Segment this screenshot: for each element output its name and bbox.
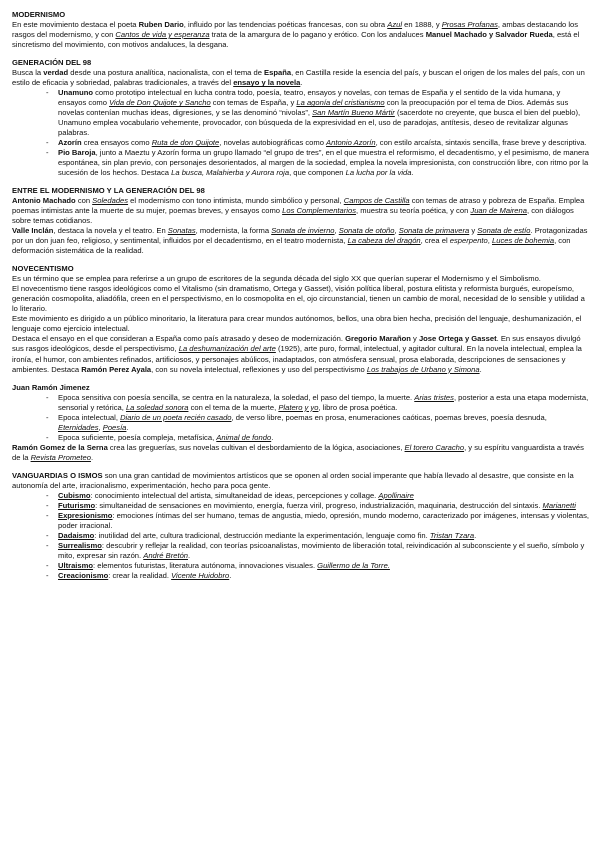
paragraph (12, 196, 590, 226)
text-run: con temas de España, y (210, 98, 297, 108)
text-run: el modernismo con tono intimista, mundo simbólico y personal, (128, 196, 344, 206)
text-run: con (75, 196, 93, 206)
text-run: , (487, 236, 492, 246)
text-run: : elementos futuristas, literatura autónoma, innovaciones visuales. (93, 560, 318, 570)
text-run-i: La lucha por la vida (345, 168, 412, 178)
text-run: . (126, 422, 129, 432)
text-run-u: La agonía del cristianismo (296, 98, 385, 108)
text-run-ub: Dadaismo (58, 530, 95, 540)
text-run: . (271, 432, 274, 442)
section-novecentismo (12, 264, 590, 374)
text-run-i: esperpento (449, 236, 488, 246)
text-run-ub: Expresionismo (58, 510, 113, 520)
text-run-b: España (264, 68, 292, 78)
text-run-ub: Futurismo (58, 500, 96, 510)
text-run: , libro de prosa poética. (318, 402, 398, 412)
text-run: , ambas destacando los rasgos del modernismo, y con (12, 20, 579, 40)
text-run: como prototipo intelectual en lucha contra todo, poesía, teatro, ensayos y novelas, con temas de España y el sentido de la vida humana, y ensayos como (58, 88, 561, 108)
text-run: Este movimiento es dirigido a un público minoritario, la literatura para crear mundos autónomos, bellos, una obra bien hecha, precisión del lenguaje, deshumanización, el lenguaje como ejercicio intelectual. (12, 314, 582, 334)
text-run-u: Diario de un poeta recién casado (120, 412, 232, 422)
section-title: Juan Ramón Jimenez (12, 382, 90, 392)
text-run: , novelas autobiográficas como (219, 138, 327, 148)
text-run-b: Azorín (58, 138, 82, 148)
text-run-u: Platero y yo (278, 402, 319, 412)
text-run: , destaca la novela y el teatro. En (53, 226, 168, 236)
text-run: : simultaneidad de sensaciones en movimiento, energía, fuerza viril, progreso, industrialización, maquinaria, destrucción del sintaxis. (95, 500, 543, 510)
text-run-ub: Ultraismo (58, 560, 94, 570)
text-run: en 1888, y (402, 20, 442, 30)
text-run: y (410, 334, 419, 344)
epoch-list (12, 393, 590, 443)
text-run: , (98, 422, 103, 432)
text-run: , modernista, la forma (195, 226, 272, 236)
text-run: . En sus ensayos divulgó sus rasgos ideológicos, desde el perspectivismo, (12, 334, 581, 354)
paragraph (12, 314, 590, 334)
text-run-b: Ramón Perez Ayala (81, 364, 152, 374)
section-entre (12, 186, 590, 256)
text-run-u: Arias tristes (414, 392, 454, 402)
text-run-b: Antonio Machado (12, 196, 76, 206)
paragraph (12, 68, 590, 88)
text-run-u: La deshumanización del arte (178, 344, 276, 354)
text-run: . (229, 570, 232, 580)
text-run-u: Juan de Mairena (470, 206, 527, 216)
text-run-u: Prosas Profanas (441, 20, 498, 30)
paragraph (12, 471, 590, 491)
text-run: (1925), arte puro, formal, intelectual, y agitador cultural. En la novela intelectual, emplea la ironía, el humor, con ambientes refinados, artificiosos, y personajes abúlicos, inadaptados, con atmósfera sensual, prosa elaborada, descripciones de sensaciones y ambientes. Destaca (12, 344, 582, 374)
list-item (46, 393, 590, 413)
text-run: : descubrir y reflejar la realidad, con teorías psicoanalistas, movimiento de liberación total, reivindicación al subconsciente y el sueño, símbolo y mito, expresar sin razón. (58, 540, 585, 560)
text-run-ub: Creacionismo (58, 570, 109, 580)
text-run: , posterior a esta una etapa modernista, sensorial y retórica, (58, 392, 589, 412)
text-run-u: Sonata de invierno (271, 226, 335, 236)
isms-list (12, 491, 590, 581)
section-juan-ramon-jimenez (12, 383, 590, 463)
list-item (46, 561, 590, 571)
text-run: . (300, 78, 303, 88)
text-run-b: Unamuno (58, 88, 94, 98)
text-run-u: La soledad sonora (125, 402, 189, 412)
text-run-u: Los Complementarios (282, 206, 357, 216)
text-run: , (334, 226, 339, 236)
text-run: , de verso libre, poemas en prosa, enumeraciones caóticas, poemas breves, poesía desnuda, (231, 412, 547, 422)
text-run-b: Pio Baroja (58, 148, 96, 158)
text-run: , con diálogos sobre temas cotidianos. (12, 206, 574, 226)
text-run-u: Sonata de primavera (398, 226, 470, 236)
text-run: , en Castilla reside la esencia del país, y buscan el origen de los males del país, con un estilo de eficacia y sobriedad, palabras tradicionales, a través del (12, 68, 585, 88)
section-generacion-98 (12, 58, 590, 178)
text-run: , con deformación sistemática de la realidad. (12, 236, 571, 256)
paragraph (12, 334, 590, 374)
text-run-u: Azul (387, 20, 403, 30)
list-item (46, 541, 590, 561)
text-run-u: El torero Caracho (404, 442, 465, 452)
text-run-u: André Bretón (143, 550, 189, 560)
text-run-u: Animal de fondo (216, 432, 272, 442)
list-item (46, 148, 590, 178)
paragraph (12, 274, 590, 284)
text-run-i: La busca, Malahierba y Aurora roja (171, 168, 290, 178)
text-run-ub: ensayo y la novela (233, 78, 301, 88)
text-run: : crear la realidad. (108, 570, 172, 580)
text-run: : conocimiento intelectual del artista, simultaneidad de ideas, percepciones y collage. (90, 490, 379, 500)
text-run-b: Ramón Gomez de la Serna (12, 442, 108, 452)
text-run: Epoca sensitiva con poesía sencilla, se centra en la naturaleza, la soledad, el paso del tiempo, la muerte. (58, 392, 415, 402)
text-run: En este movimiento destaca el poeta (12, 20, 139, 30)
section-title: NOVECENTISMO (12, 264, 74, 274)
text-run: . (479, 364, 482, 374)
section-vanguardias (12, 471, 590, 581)
text-run: , muestra su teoría poética, y con (356, 206, 471, 216)
text-run-u: La cabeza del dragón (347, 236, 421, 246)
text-run: con la preocupación por el tema de Dios. Además sus novelas contenían muchas ideas, digresiones, y se las denominó “nivolas”, (58, 98, 569, 118)
text-run: trata de la amargura de lo pagano y erótico. Con los andaluces (209, 30, 426, 40)
text-run: , crea el (420, 236, 450, 246)
text-run: , influido por las tendencias poéticas francesas, con su obra (183, 20, 388, 30)
text-run-u: Sonata de estío (477, 226, 531, 236)
section-title: MODERNISMO (12, 10, 66, 19)
text-run: , con su novela intelectual, reflexiones y uso del perspectivismo (151, 364, 367, 374)
text-run: Destaca el ensayo en el que consideran a España como país atrasado y deseo de modernización. (12, 334, 346, 344)
list-item (46, 531, 590, 541)
text-run-b: verdad (43, 68, 69, 78)
text-run: . Protagonizadas por un don juan feo, religioso, y sentimental, influidos por el decadentismo, en el teatro modernista, (12, 226, 588, 246)
text-run-ub: Surrealismo (58, 540, 102, 550)
list-item (46, 88, 590, 138)
text-run: . (188, 550, 191, 560)
text-run-u: Luces de bohemia (492, 236, 555, 246)
text-run-u: Poesía (102, 422, 127, 432)
text-run-u: Marianetti (542, 500, 576, 510)
text-run: desde una postura analítica, nacionalista, con el tema de (68, 68, 265, 78)
text-run: y (469, 226, 478, 236)
text-run-b: Jose Ortega y Gasset (418, 334, 497, 344)
text-run: con el tema de la muerte, (188, 402, 279, 412)
text-run: . (411, 168, 414, 178)
list-item (46, 138, 590, 148)
text-run: . (90, 452, 94, 462)
text-run: El novecentismo tiene rasgos ideológicos como el Vitalismo (sin dramatismo, Ortega y Gasset), visión política liberal, postura elitista y reformista burgués, europeísmo, generación cosmopolita, aliadófila, creen en el perspectivismo, en lo cosmopolita en el, ojo circunstancial, tienen un cambio de moral, necesidad de lo sensible y utilidad a lo literario. (12, 284, 585, 314)
text-run-u: Sonatas (167, 226, 196, 236)
list-item (46, 433, 590, 443)
text-run: , con estilo arcaísta, sintaxis sencilla, frase breve y descriptiva. (375, 138, 587, 148)
text-run-u: Eternidades (58, 422, 99, 432)
text-run: Busca la (12, 68, 44, 78)
text-run: : inutilidad del arte, cultura tradicional, destrucción mediante la experimentación, lenguaje como fin. (94, 530, 430, 540)
text-run: crea ensayos como (81, 138, 152, 148)
text-run: , está el sincretismo del movimiento, con motivos andaluces, la desgana. (12, 30, 580, 50)
text-run-b: Ruben Dario (138, 20, 184, 30)
text-run: , y su espíritu vanguardista a través de la (12, 442, 584, 462)
list-item (46, 491, 590, 501)
text-run-b: VANGUARDIAS O ISMOS (12, 470, 103, 480)
text-run: Epoca intelectual, (58, 412, 121, 422)
text-run-b: Manuel Machado y Salvador Rueda (425, 30, 553, 40)
paragraph (12, 20, 590, 50)
list-item (46, 511, 590, 531)
text-run-u: Tristan Tzara (429, 530, 475, 540)
text-run: son una gran cantidad de movimientos artísticos que se oponen al orden social imperante que había llevado al desastre, que consiste en la autonomía del arte, irracionalismo, experimentación, hecho para poca gente. (12, 470, 574, 490)
paragraph (12, 226, 590, 256)
section-title: GENERACIÓN DEL 98 (12, 58, 92, 68)
text-run-u: Revista Prometeo (30, 452, 91, 462)
list-item (46, 501, 590, 511)
text-run-u: Soledades (92, 196, 129, 206)
text-run-u: San Martín Bueno Mártir (312, 108, 395, 118)
text-run: , junto a Maeztu y Azorín forma un grupo llamado “el grupo de tres”, en el que muestra el reformismo, el decadentismo, y el pesimismo, de manera espontánea, sin plan previo, con personajes desorientados, al margen de la sociedad, emplea la novela impresionista, con construcción libre, con ritmo por la sucesión de los hechos. Destaca (58, 148, 589, 178)
text-run-u: Ruta de don Quijote (151, 138, 220, 148)
text-run-b: Gregorio Marañon (345, 334, 411, 344)
paragraph (12, 443, 590, 463)
text-run: Epoca suficiente, poesía compleja, metafísica, (58, 432, 217, 442)
text-run-u: Antonio Azorín (326, 138, 376, 148)
text-run-u: Los trabajos de Urbano y Simona (366, 364, 480, 374)
text-run-u: Vida de Don Quijote y Sancho (109, 98, 211, 108)
text-run-u: Sonata de otoño (338, 226, 395, 236)
list-item (46, 571, 590, 581)
text-run-u: Cantos de vida y esperanza (115, 30, 210, 40)
text-run: , (394, 226, 399, 236)
paragraph (12, 284, 590, 314)
text-run-u: Guillermo de la Torre. (317, 560, 390, 570)
text-run-u: Campos de Castilla (343, 196, 410, 206)
list-item (46, 413, 590, 433)
text-run: Es un término que se emplea para referirse a un grupo de escritores de la segunda década del siglo XX que querían superar el Modernismo y el Simbolismo. (12, 274, 541, 284)
text-run-u: Vicente Huidobro (171, 570, 230, 580)
text-run: (sacerdote no creyente, que busca el bien del pueblo), Unamuno emplea vocabulario vehemente, provocador, con búsqueda de la expresividad en el, uso de paradojas, antítesis, deseo de revitalizar algunas palabras. (58, 108, 581, 138)
text-run-b: Valle Inclán (12, 226, 54, 236)
text-run: crea las greguerías, sus novelas cultivan el desbordamiento de la lógica, asociaciones, (107, 442, 405, 452)
text-run: con temas de atraso y pobreza de España. Emplea poemas intimistas ante la muerte de su mujer, poemas breves, y ensayos como (12, 196, 585, 216)
text-run: : emociones íntimas del ser humano, temas de angustia, miedo, opresión, mundo moderno, caracterizado por imágenes, intensas y violentas, poder irracional. (58, 510, 590, 530)
text-run: . (474, 530, 477, 540)
text-run-u: Apollinaire (378, 490, 414, 500)
section-title: ENTRE EL MODERNISMO Y LA GENERACIÓN DEL 98 (12, 186, 205, 196)
section-modernismo (12, 10, 590, 50)
text-run-ub: Cubismo (58, 490, 91, 500)
text-run: , que componen (289, 168, 346, 178)
author-list (12, 88, 590, 178)
